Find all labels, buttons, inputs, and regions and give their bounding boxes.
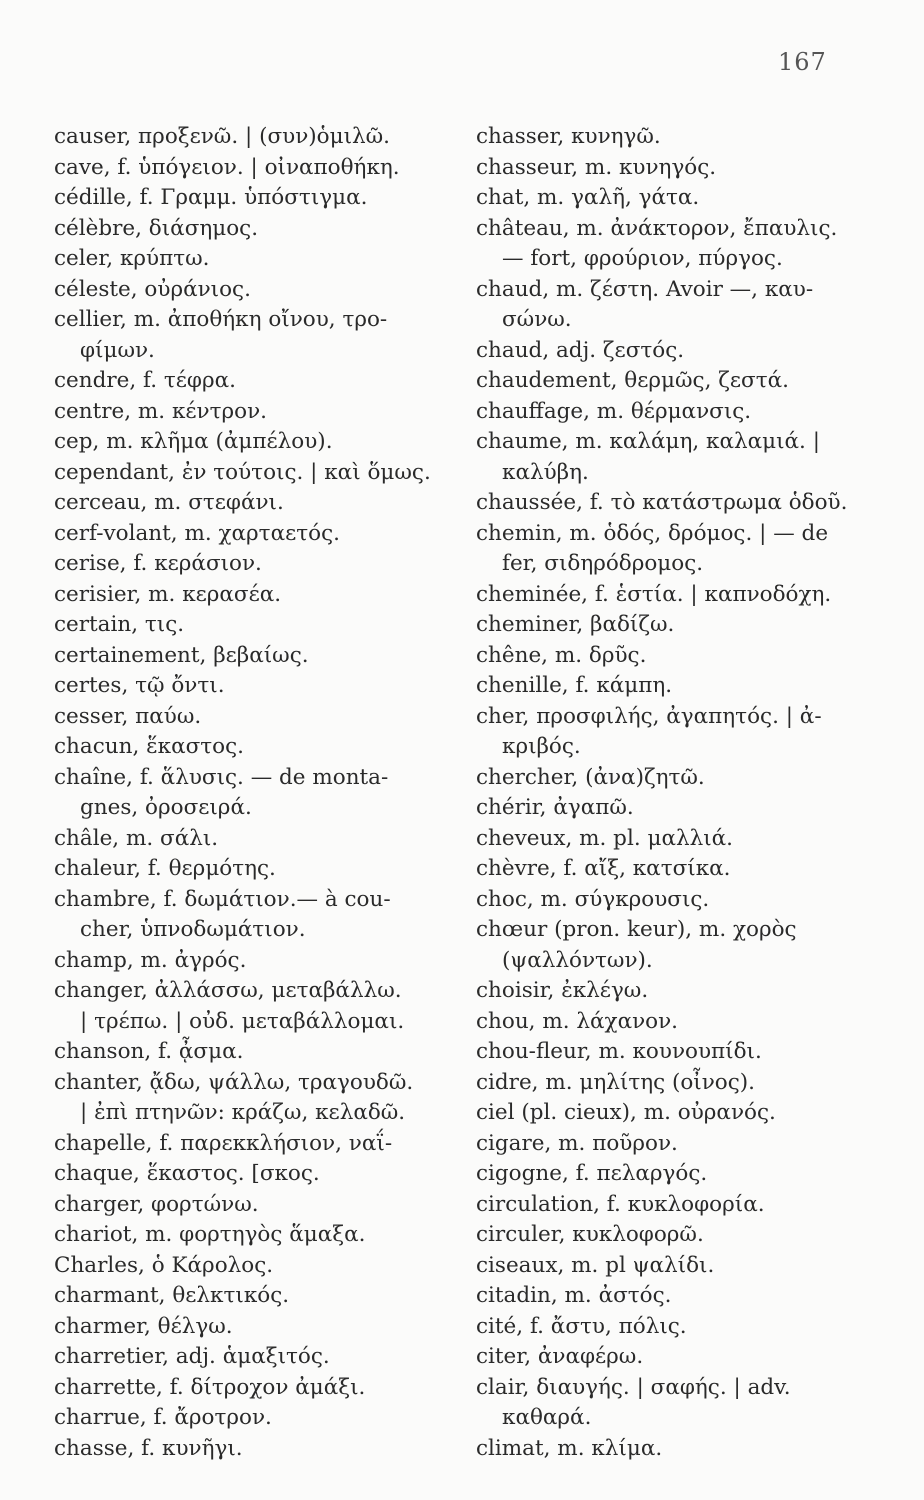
dictionary-line: chemin, m. ὁδός, δρόμος. | — de	[476, 520, 829, 546]
dictionary-line: certain, τις.	[54, 612, 185, 637]
dictionary-line: chaîne, f. ἅλυσις. — de monta-	[54, 764, 389, 790]
dictionary-line: centre, m. κέντρον.	[54, 398, 268, 424]
dictionary-line: chèvre, f. αἴξ, κατσίκα.	[476, 856, 731, 881]
dictionary-line: καλύβη.	[502, 459, 589, 485]
dictionary-line: chanter, ᾄδω, ψάλλω, τραγουδῶ.	[54, 1069, 414, 1095]
dictionary-line: charger, φορτώνω.	[54, 1191, 259, 1217]
page-number: 167	[778, 48, 827, 76]
dictionary-line: cheveux, m. pl. μαλλιά.	[476, 825, 734, 851]
dictionary-line: chasseur, m. κυνηγός.	[476, 154, 717, 180]
dictionary-line: cédille, f. Γραμμ. ὑπόστιγμα.	[54, 185, 368, 210]
dictionary-line: cerceau, m. στεφάνι.	[54, 490, 284, 515]
right-column	[476, 122, 896, 1464]
dictionary-line: charmant, θελκτικός.	[54, 1283, 290, 1308]
dictionary-line: certainement, βεβαίως.	[54, 642, 309, 668]
dictionary-line: circulation, f. κυκλοφορία.	[476, 1191, 765, 1217]
dictionary-line: chapelle, f. παρεκκλήσιον, ναΐ-	[54, 1130, 393, 1156]
dictionary-line: château, m. ἀνάκτορον, ἔπαυλις.	[476, 215, 838, 241]
dictionary-line: chou-fleur, m. κουνουπίδι.	[476, 1039, 762, 1064]
dictionary-line: chariot, m. φορτηγὸς ἅμαξα.	[54, 1222, 366, 1247]
dictionary-line: cellier, m. ἀποθήκη οἴνου, τρο-	[54, 307, 388, 332]
dictionary-line: chasser, κυνηγῶ.	[476, 124, 661, 149]
dictionary-line: céleste, οὐράνιος.	[54, 276, 251, 302]
dictionary-line: chauffage, m. θέρμανσις.	[476, 398, 752, 424]
dictionary-line: chenille, f. κάμπη.	[476, 673, 673, 698]
dictionary-line: cher, προσφιλής, ἀγαπητός. | ἀ-	[476, 703, 822, 729]
dictionary-line: circuler, κυκλοφορῶ.	[476, 1222, 704, 1247]
dictionary-line: choc, m. σύγκρουσις.	[476, 886, 710, 912]
dictionary-line: citadin, m. ἀστός.	[476, 1283, 672, 1308]
dictionary-line: chanson, f. ᾆσμα.	[54, 1039, 244, 1064]
dictionary-line: celer, κρύπτω.	[54, 246, 210, 271]
dictionary-line: chaume, m. καλάμη, καλαμιά. |	[476, 429, 820, 454]
dictionary-line: | τρέπω. | οὐδ. μεταβάλλομαι.	[80, 1008, 405, 1034]
dictionary-line: κριβός.	[502, 734, 581, 759]
left-column	[54, 122, 454, 1464]
dictionary-line: chaleur, f. θερμότης.	[54, 856, 276, 881]
dictionary-line: chérir, ἀγαπῶ.	[476, 795, 634, 820]
dictionary-line: cigare, m. ποῦρον.	[476, 1130, 678, 1156]
dictionary-line: chaud, adj. ζεστός.	[476, 337, 685, 363]
dictionary-line: | ἐπὶ πτηνῶν: κράζω, κελαδῶ.	[80, 1100, 406, 1125]
dictionary-line: certes, τῷ ὄντι.	[54, 673, 225, 698]
dictionary-line: charrette, f. δίτροχον ἀμάξι.	[54, 1374, 366, 1400]
dictionary-line: cigogne, f. πελαργός.	[476, 1161, 708, 1186]
dictionary-line: célèbre, διάσημος.	[54, 215, 259, 241]
dictionary-line: cité, f. ἄστυ, πόλις.	[476, 1313, 687, 1339]
dictionary-line: Charles, ὁ Κάρολος.	[54, 1252, 274, 1278]
dictionary-line: choisir, ἐκλέγω.	[476, 978, 649, 1003]
dictionary-line: chaque, ἕκαστος. [σκος.	[54, 1161, 320, 1186]
dictionary-line: cidre, m. μηλίτης (οἶνος).	[476, 1069, 756, 1095]
dictionary-line: cave, f. ὑπόγειον. | οἰναποθήκη.	[54, 154, 400, 180]
dictionary-line: chasse, f. κυνῆγι.	[54, 1435, 243, 1461]
dictionary-line: (ψαλλόντων).	[502, 947, 653, 973]
dictionary-line: cendre, f. τέφρα.	[54, 368, 236, 393]
dictionary-line: — fort, φρούριον, πύργος.	[502, 246, 783, 271]
dictionary-line: cependant, ἐν τούτοις. | καὶ ὅμως.	[54, 459, 431, 485]
dictionary-line: cerf-volant, m. χαρταετός.	[54, 520, 340, 546]
dictionary-line: clair, διαυγής. | σαφής. | adv.	[476, 1374, 791, 1400]
dictionary-line: chambre, f. δωμάτιον.— à cou-	[54, 886, 391, 912]
dictionary-line: chêne, m. δρῦς.	[476, 642, 647, 668]
dictionary-line: charretier, adj. ἁμαξιτός.	[54, 1344, 330, 1369]
dictionary-line: cerisier, m. κερασέα.	[54, 581, 282, 607]
dictionary-line: cesser, παύω.	[54, 703, 202, 729]
dictionary-line: chat, m. γαλῆ, γάτα.	[476, 185, 700, 210]
dictionary-line: charrue, f. ἄροτρον.	[54, 1405, 272, 1430]
dictionary-line: chœur (pron. keur), m. χορὸς	[476, 917, 797, 942]
dictionary-line: climat, m. κλίμα.	[476, 1435, 663, 1461]
dictionary-line: chaudement, θερμῶς, ζεστά.	[476, 368, 789, 393]
dictionary-line: chacun, ἕκαστος.	[54, 734, 244, 759]
dictionary-line: chou, m. λάχανον.	[476, 1008, 679, 1034]
dictionary-line: causer, προξενῶ. | (συν)ὁμιλῶ.	[54, 124, 391, 149]
dictionary-line: citer, ἀναφέρω.	[476, 1344, 644, 1369]
dictionary-line: changer, ἀλλάσσω, μεταβάλλω.	[54, 978, 402, 1003]
dictionary-line: cep, m. κλῆμα (ἀμπέλου).	[54, 429, 333, 454]
dictionary-line: ciel (pl. cieux), m. οὐρανός.	[476, 1100, 776, 1125]
dictionary-line: cheminée, f. ἑστία. | καπνοδόχη.	[476, 581, 832, 607]
dictionary-line: gnes, ὀροσειρά.	[80, 795, 252, 820]
dictionary-line: καθαρά.	[502, 1405, 592, 1430]
dictionary-line: charmer, θέλγω.	[54, 1313, 233, 1339]
dictionary-line: cheminer, βαδίζω.	[476, 612, 675, 637]
dictionary-line: champ, m. ἀγρός.	[54, 947, 247, 973]
dictionary-line: fer, σιδηρόδρομος.	[502, 551, 704, 576]
dictionary-line: chaussée, f. τὸ κατάστρωμα ὁδοῦ.	[476, 490, 848, 515]
dictionary-line: cerise, f. κεράσιον.	[54, 551, 262, 576]
dictionary-line: chaud, m. ζέστη. Avoir —, καυ-	[476, 276, 814, 302]
dictionary-line: ciseaux, m. pl ψαλίδι.	[476, 1252, 715, 1278]
dictionary-line: châle, m. σάλι.	[54, 825, 219, 851]
dictionary-line: σώνω.	[502, 307, 572, 332]
dictionary-line: chercher, (ἀνα)ζητῶ.	[476, 764, 705, 790]
dictionary-line: φίμων.	[80, 337, 155, 363]
dictionary-line: cher, ὑπνοδωμάτιον.	[80, 917, 306, 942]
